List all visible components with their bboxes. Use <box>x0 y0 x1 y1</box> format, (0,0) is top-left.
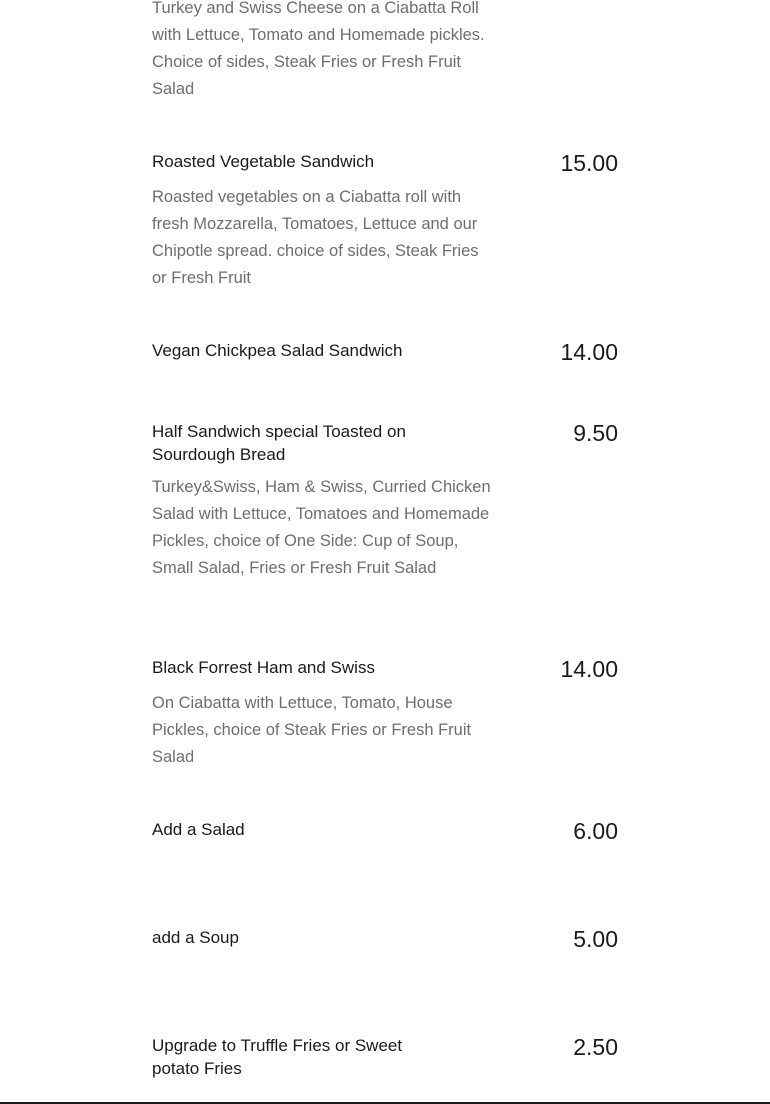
item-price: 5.00 <box>573 926 618 952</box>
item-name: Add a Salad <box>152 820 245 839</box>
item-name: Upgrade to Truffle Fries or Sweet potato Fries <box>152 1036 403 1078</box>
item-price: 2.50 <box>573 1034 618 1060</box>
item-name: Roasted Vegetable Sandwich <box>152 152 375 171</box>
item-description: Turkey and Swiss Cheese on a Ciabatta Roll with Lettuce, Tomato and Homemade pickles. Choice of sides, Steak Fries or Fresh Fruit Salad <box>152 0 485 98</box>
item-description: Turkey&Swiss, Ham & Swiss, Curried Chicken Salad with Lettuce, Tomatoes and Homemade Pickles, choice of One Side: Cup of Soup, Small Salad, Fries or Fresh Fruit Salad <box>152 478 491 577</box>
item-price: 15.00 <box>560 150 618 176</box>
item-description: Roasted vegetables on a Ciabatta roll with fresh Mozzarella, Tomatoes, Lettuce and our Chipotle spread. choice of sides, Steak Fries or Fresh Fruit <box>152 188 479 287</box>
item-price: 14.00 <box>560 339 618 365</box>
item-name: Black Forrest Ham and Swiss <box>152 658 375 677</box>
item-price: 9.50 <box>573 420 618 446</box>
item-description: On Ciabatta with Lettuce, Tomato, House Pickles, choice of Steak Fries or Fresh Fruit Salad <box>152 694 472 766</box>
item-price: 14.00 <box>560 656 618 682</box>
item-name: Vegan Chickpea Salad Sandwich <box>152 341 403 360</box>
item-name: add a Soup <box>152 928 239 947</box>
item-name: Half Sandwich special Toasted on Sourdough Bread <box>152 422 406 464</box>
item-price: 6.00 <box>573 818 618 844</box>
